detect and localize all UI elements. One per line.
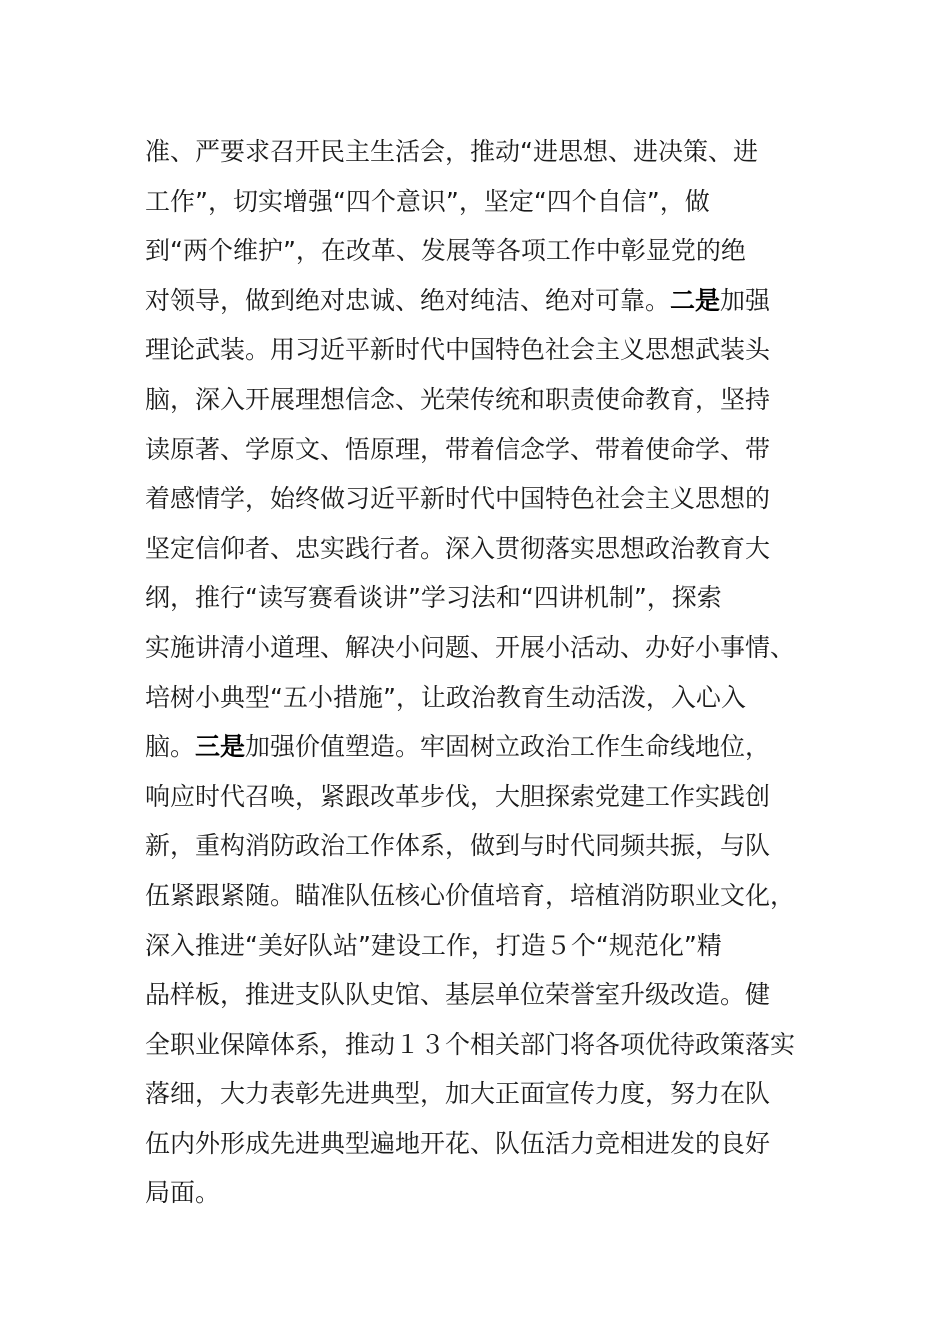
text-line-11: 实施讲清小道理、解决小问题、开展小活动、办好小事情、 xyxy=(145,632,796,662)
text-line-18: 品样板，推进支队队史馆、基层单位荣誉室升级改造。健 xyxy=(145,980,771,1010)
text-line-14: 响应时代召唤，紧跟改革步伐，大胆探索党建工作实践创 xyxy=(145,781,771,811)
text-line-13: 脑。三是加强价值塑造。牢固树立政治工作生命线地位， xyxy=(145,732,771,762)
text-line-8: 着感情学，始终做习近平新时代中国特色社会主义思想的 xyxy=(145,484,771,514)
text-line-12: 培树小典型“五小措施”，让政治教育生动活泼，入心入 xyxy=(145,682,746,712)
text-line-3: 到“两个维护”，在改革、发展等各项工作中彰显党的绝 xyxy=(145,236,746,266)
text-line-20: 落细，大力表彰先进典型，加大正面宣传力度，努力在队 xyxy=(145,1079,771,1109)
text-line-9: 坚定信仰者、忠实践行者。深入贯彻落实思想政治教育大 xyxy=(145,533,771,563)
body-paragraph xyxy=(145,127,815,1218)
text-line-15: 新，重构消防政治工作体系，做到与时代同频共振，与队 xyxy=(145,831,771,861)
text-line-16: 伍紧跟紧随。瞄准队伍核心价值培育，培植消防职业文化， xyxy=(145,880,796,910)
text-line-10: 纲，推行“读写赛看谈讲”学习法和“四讲机制”，探索 xyxy=(145,583,722,613)
text-line-1: 准、严要求召开民主生活会，推动“进思想、进决策、进 xyxy=(145,137,758,166)
text-line-7: 读原著、学原文、悟原理，带着信念学、带着使命学、带 xyxy=(145,434,771,464)
bold-marker-san-shi: 三是 xyxy=(195,732,246,762)
text-line-19: 全职业保障体系，推动１３个相关部门将各项优待政策落实 xyxy=(145,1029,796,1059)
text-line-6: 脑，深入开展理想信念、光荣传统和职责使命教育，坚持 xyxy=(145,384,771,414)
text-line-17: 深入推进“美好队站”建设工作，打造５个“规范化”精 xyxy=(145,930,722,960)
bold-marker-er-shi: 二是 xyxy=(670,285,721,315)
text-line-2: 工作”，切实增强“四个意识”，坚定“四个自信”，做 xyxy=(145,186,710,216)
text-line-21: 伍内外形成先进典型遍地开花、队伍活力竞相进发的良好 xyxy=(145,1128,771,1158)
text-line-5: 理论武装。用习近平新时代中国特色社会主义思想武装头 xyxy=(145,335,771,365)
text-line-22: 局面。 xyxy=(145,1178,221,1208)
text-line-4: 对领导，做到绝对忠诚、绝对纯洁、绝对可靠。二是加强 xyxy=(145,285,771,315)
